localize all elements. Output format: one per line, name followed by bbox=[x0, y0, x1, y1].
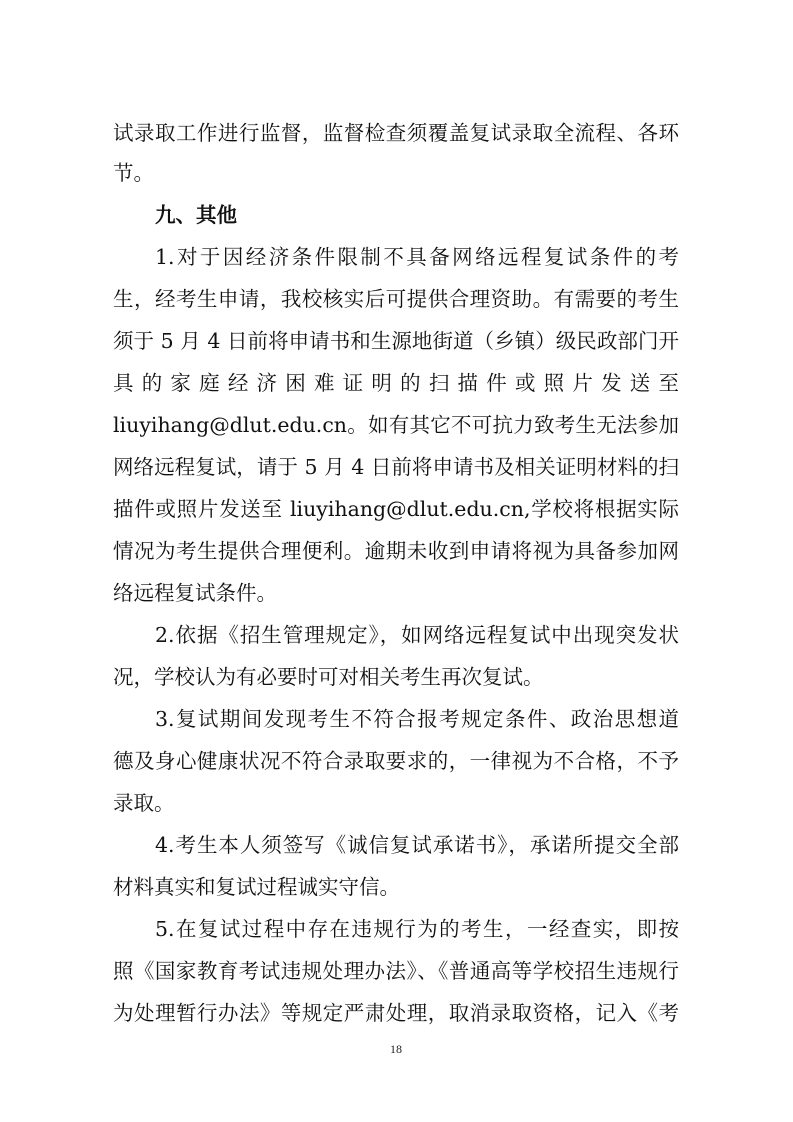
body-text-line: 照《国家教育考试违规处理办法》、《普通高等学校招生违规行 bbox=[113, 959, 679, 983]
body-text-line: 须于 5 月 4 日前将申请书和生源地街道（乡镇）级民政部门开 bbox=[113, 329, 679, 353]
body-text-line: 络远程复试条件。 bbox=[113, 581, 277, 605]
body-text-line: 情况为考生提供合理便利。逾期未收到申请将视为具备参加网 bbox=[113, 539, 679, 563]
body-text-line: 具的家庭经济困难证明的扫描件或照片发送至 bbox=[113, 371, 679, 395]
body-text-line: 德及身心健康状况不符合录取要求的，一律视为不合格，不予 bbox=[113, 749, 679, 773]
paragraph-5-first-line: 5.在复试过程中存在违规行为的考生，一经查实，即按 bbox=[155, 917, 679, 941]
body-text-line: liuyihang@dlut.edu.cn。如有其它不可抗力致考生无法参加 bbox=[113, 413, 679, 437]
section-heading: 九、其他 bbox=[155, 203, 237, 227]
body-text-line: 为处理暂行办法》等规定严肃处理，取消录取资格，记入《考 bbox=[113, 1001, 679, 1025]
paragraph-2-first-line: 2.依据《招生管理规定》，如网络远程复试中出现突发状 bbox=[155, 623, 679, 647]
paragraph-1-first-line: 1.对于因经济条件限制不具备网络远程复试条件的考 bbox=[155, 245, 679, 269]
body-text-line: 录取。 bbox=[113, 791, 175, 815]
page-number: 18 bbox=[390, 1042, 402, 1056]
paragraph-4-first-line: 4.考生本人须签写《诚信复试承诺书》，承诺所提交全部 bbox=[155, 833, 679, 857]
paragraph-3-first-line: 3.复试期间发现考生不符合报考规定条件、政治思想道 bbox=[155, 707, 679, 731]
body-text-line: 网络远程复试，请于 5 月 4 日前将申请书及相关证明材料的扫 bbox=[113, 455, 679, 479]
body-text-line: 试录取工作进行监督，监督检查须覆盖复试录取全流程、各环 bbox=[113, 121, 679, 145]
body-text-line: 生，经考生申请，我校核实后可提供合理资助。有需要的考生 bbox=[113, 287, 679, 311]
body-text-line: 材料真实和复试过程诚实守信。 bbox=[113, 875, 400, 899]
body-text-line: 节。 bbox=[113, 161, 154, 185]
body-text-line: 况，学校认为有必要时可对相关考生再次复试。 bbox=[113, 665, 544, 689]
body-text-line: 描件或照片发送至 liuyihang@dlut.edu.cn,学校将根据实际 bbox=[113, 497, 679, 521]
